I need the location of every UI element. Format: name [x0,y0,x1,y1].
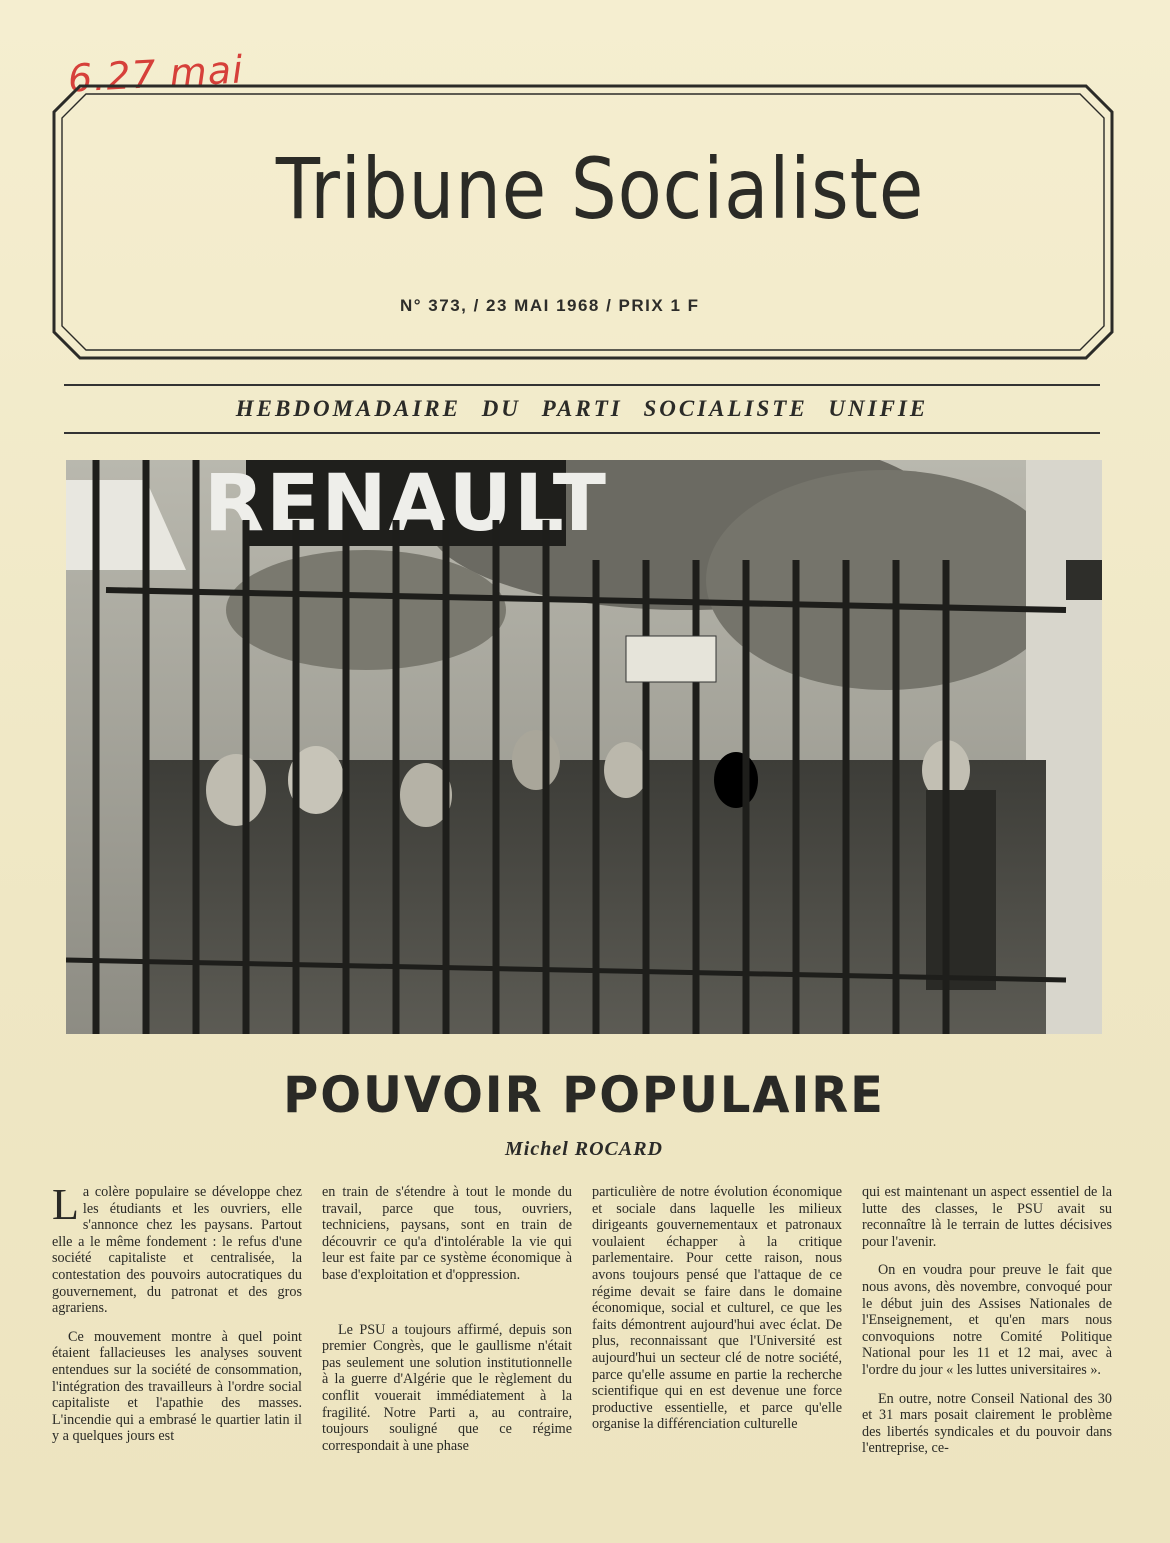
masthead-title: Tribune Socialiste [275,140,925,238]
article-headline: POUVOIR POPULAIRE [283,1066,885,1124]
article-column-2 [322,1184,572,1466]
issue-line: N° 373, / 23 MAI 1968 / PRIX 1 F [400,296,700,315]
article-column-4 [862,1184,1112,1469]
paragraph: qui est maintenant un aspect essentiel de la lutte des classes, le PSU avait su reconnaître là le terrain de luttes décisives pour l'avenir. [862,1184,1112,1250]
article-column-1 [52,1180,302,1457]
bottom-rule [64,432,1100,434]
paragraph: Ce mouvement montre à quel point étaient fallacieuses les analyses souvent entendues sur la société de consommation, l'intégration des travailleurs à l'ordre social capitaliste et l'apathie des masses. L'incendie qui a embrasé le quartier latin il y a quelques jours est [52,1328,302,1445]
paragraph: particulière de notre évolution économique et sociale dans laquelle les milieux dirigeants gouvernementaux et patronaux voulaient échapper à la critique parlementaire. Pour cette raison, nous avons toujours pensé que l'attaque de ce régime devait se faire dans le domaine économique, social et culturel, ce que les faits démontrent aujourd'hui avec éclat. De plus, reconnaissant que l'Université est aujourd'hui un secteur clé de notre société, parce qu'elle assume en partie la recherche scientifique qui en est devenue une force productive essentielle, et parce qu'elle organise la différenciation culturelle [592,1184,842,1433]
paragraph: En outre, notre Conseil National des 30 et 31 mars posait clairement le problème des libertés syndicales et du pouvoir dans l'entreprise, ce- [862,1390,1112,1457]
paragraph: La colère populaire se développe chez les étudiants et les ouvriers, elle s'annonce chez les paysans. Partout elle a le même fondement : le refus d'une société capitaliste et centralisée, la contestation des pouvoirs autocratiques du gouvernement, du patronat et des gros agrariens. [52,1180,302,1317]
top-rule [64,384,1100,386]
handwritten-note: 6.27 mai [66,47,245,101]
article-column-3 [592,1184,842,1445]
subtitle: HEBDOMADAIRE DU PARTI SOCIALISTE UNIFIE [235,396,929,421]
paragraph: en train de s'étendre à tout le monde du travail, parce que tous, ouvriers, techniciens, paysans, sont en train de découvrir ce qu'a d'intolérable la vie qui leur est faite par ce système économique à base d'exploitation et d'oppression. [322,1184,572,1283]
article-byline: Michel ROCARD [504,1138,664,1160]
photo-sign-text: RENAULT [204,460,608,549]
article-body [52,1180,1120,1524]
paragraph: Le PSU a toujours affirmé, depuis son premier Congrès, que le gaullisme n'était pas seulement une solution institutionnelle à la guerre d'Algérie que le règlement du conflit vouerait immédiatement à la fragilité. Notre Parti a, au contraire, toujours souligné que ce régime correspondait à une phase [322,1321,572,1454]
paragraph: On en voudra pour preuve le fait que nous avons, dès novembre, convoqué pour le début juin des Assises Nationales de l'Enseignement, et qu'en mars nous convoquions notre Comité Politique National pour les 11 et 12 mai, avec à l'ordre du jour « les luttes universitaires ». [862,1262,1112,1378]
front-photo [66,460,1102,1034]
photo-illustration [66,460,1102,1034]
